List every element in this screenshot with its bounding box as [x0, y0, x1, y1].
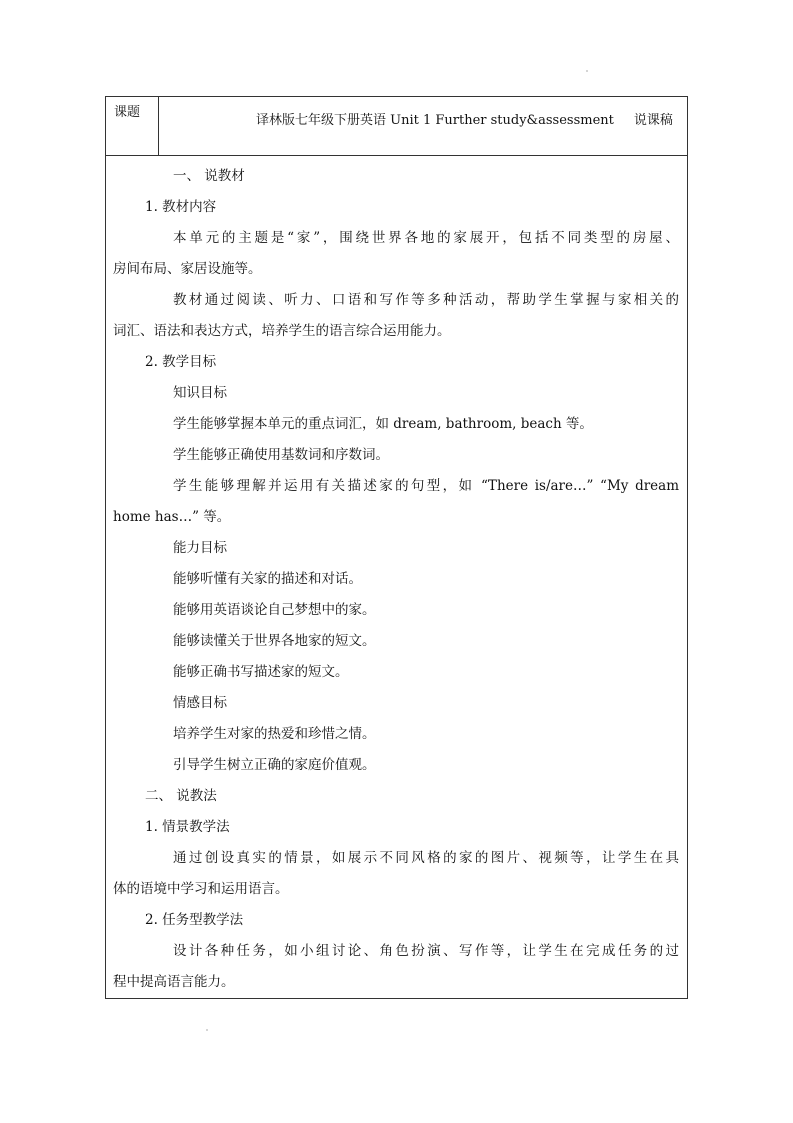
- title-suffix: 说课稿: [633, 113, 673, 128]
- header-row: [106, 97, 688, 156]
- list-item-continued: home has…” 等。: [113, 509, 231, 525]
- lesson-plan-table: [105, 96, 688, 999]
- subsection-heading: 2. 任务型教学法: [145, 912, 244, 928]
- objective-heading: 情感目标: [173, 695, 227, 711]
- paragraph-line: 本单元的主题是“家”，围绕世界各地的家展开，包括不同类型的房屋、: [173, 230, 679, 246]
- paragraph-line: 房间布局、家居设施等。: [113, 261, 262, 277]
- paragraph-line: 体的语境中学习和运用语言。: [113, 881, 289, 897]
- paragraph-line: 设计各种任务，如小组讨论、角色扮演、写作等，让学生在完成任务的过: [173, 943, 679, 959]
- list-item: 引导学生树立正确的家庭价值观。: [173, 757, 376, 773]
- paragraph-line: 程中提高语言能力。: [113, 974, 235, 990]
- paragraph-line: 词汇、语法和表达方式，培养学生的语言综合运用能力。: [113, 323, 451, 339]
- section-heading: 二、 说教法: [145, 788, 217, 804]
- paragraph-line: 教材通过阅读、听力、口语和写作等多种活动，帮助学生掌握与家相关的: [173, 292, 679, 308]
- objective-heading: 知识目标: [173, 385, 227, 401]
- title-cell: [159, 97, 688, 156]
- paragraph-line: 通过创设真实的情景，如展示不同风格的家的图片、视频等，让学生在具: [173, 850, 679, 866]
- list-item: 能够用英语谈论自己梦想中的家。: [173, 602, 376, 618]
- list-item: 能够读懂关于世界各地家的短文。: [173, 633, 376, 649]
- topic-label: 课题: [114, 105, 141, 120]
- page-mark-bottom: [206, 1029, 208, 1031]
- list-item: 能够听懂有关家的描述和对话。: [173, 571, 362, 587]
- list-item: 学生能够正确使用基数词和序数词。: [173, 447, 389, 463]
- title-text: 译林版七年级下册英语 Unit 1 Further study&assessment: [256, 113, 614, 128]
- label-cell: [106, 97, 159, 156]
- content-row: [106, 156, 688, 999]
- subsection-heading: 1. 教材内容: [145, 199, 217, 215]
- objective-heading: 能力目标: [173, 540, 227, 556]
- list-item: 学生能够理解并运用有关描述家的句型，如 “There is/are…” “My dream: [173, 478, 679, 494]
- content-body: [106, 156, 687, 998]
- list-item: 培养学生对家的热爱和珍惜之情。: [173, 726, 376, 742]
- subsection-heading: 2. 教学目标: [145, 354, 217, 370]
- page-title: [159, 97, 687, 129]
- content-cell: [106, 156, 688, 999]
- page-mark-top: [586, 70, 588, 72]
- section-heading: 一、 说教材: [173, 168, 245, 184]
- subsection-heading: 1. 情景教学法: [145, 819, 230, 835]
- list-item: 学生能够掌握本单元的重点词汇，如 dream, bathroom, beach 等。: [173, 416, 593, 432]
- list-item: 能够正确书写描述家的短文。: [173, 664, 349, 680]
